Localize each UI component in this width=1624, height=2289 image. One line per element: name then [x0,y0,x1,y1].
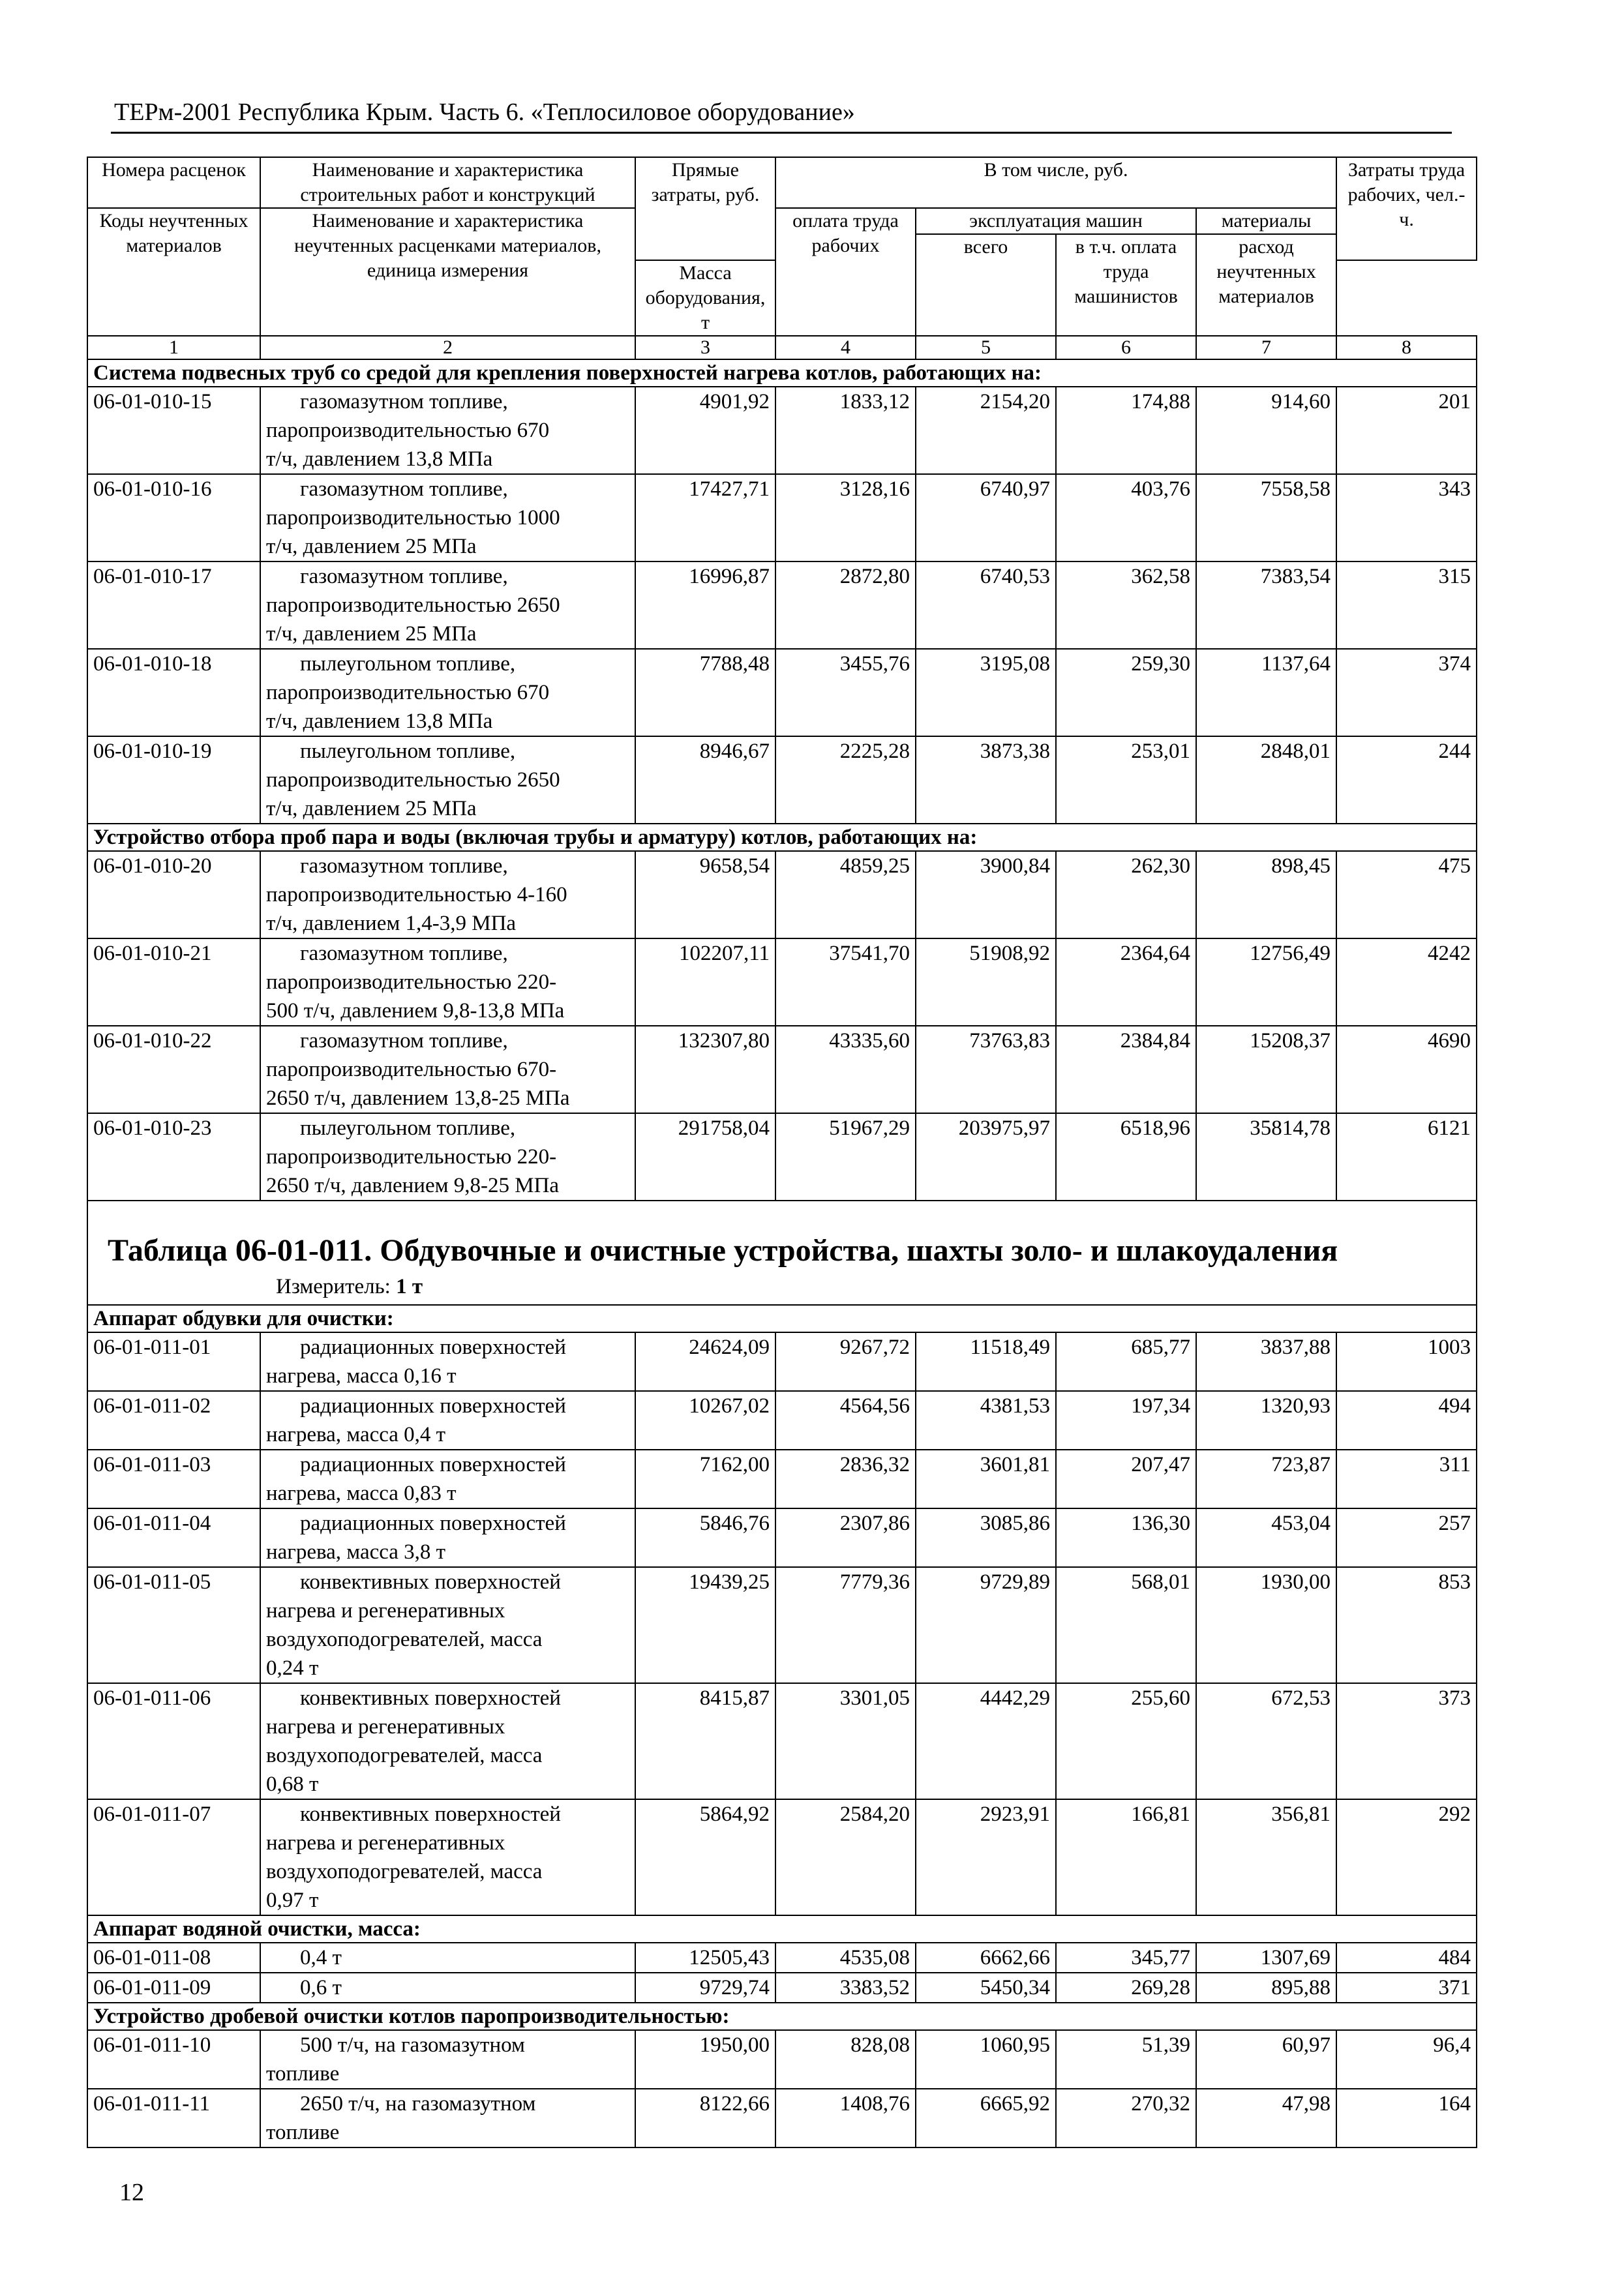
operator-pay-value: 362,58 [1056,561,1196,649]
worker-pay-value: 2225,28 [775,736,916,824]
machines-total-value: 1060,95 [916,2030,1056,2089]
table-row [87,851,1477,938]
description-line: 2650 т/ч, давлением 9,8-25 МПа [266,1174,560,1197]
materials-value: 723,87 [1196,1450,1336,1508]
rate-code: 06-01-011-05 [87,1567,260,1683]
description-line: воздухоподогревателей, масса [266,1860,543,1883]
description-line: радиационных поверхностей [300,1336,566,1359]
table-row [87,1799,1477,1915]
section-heading-row [87,2003,1477,2030]
section-heading: Устройство дробевой очистки котлов паропроизводительностью: [87,2003,1477,2030]
labor-costs-value: 201 [1336,387,1477,474]
rate-description [260,1683,635,1799]
table-title-row [87,1201,1477,1305]
operator-pay-value: 270,32 [1056,2089,1196,2147]
column-number: 4 [775,336,916,359]
operator-pay-value: 262,30 [1056,851,1196,938]
description-line: т/ч, давлением 13,8 МПа [266,710,493,733]
description-line: паропроизводительностью 2650 [266,768,560,792]
direct-costs-value: 132307,80 [635,1026,775,1113]
section-heading: Устройство отбора проб пара и воды (включая трубы и арматуру) котлов, работающих на: [87,824,1477,851]
direct-costs-value: 17427,71 [635,474,775,561]
worker-pay-value: 43335,60 [775,1026,916,1113]
rate-code: 06-01-011-07 [87,1799,260,1915]
table-row [87,561,1477,649]
rate-description [260,1026,635,1113]
labor-costs-value: 853 [1336,1567,1477,1683]
table-row [87,1973,1477,2003]
header-uncounted-materials: расход неучтенных материалов [1196,234,1336,336]
labor-costs-value: 6121 [1336,1113,1477,1201]
description-line: нагрева, масса 3,8 т [266,1540,446,1564]
machines-total-value: 4442,29 [916,1683,1056,1799]
labor-costs-value: 4242 [1336,938,1477,1026]
description-line: 0,68 т [266,1773,319,1796]
direct-costs-value: 4901,92 [635,387,775,474]
materials-value: 60,97 [1196,2030,1336,2089]
column-number: 7 [1196,336,1336,359]
rate-description [260,561,635,649]
materials-value: 12756,49 [1196,938,1336,1026]
description-line: топливе [266,2121,340,2144]
rate-description [260,1943,635,1973]
direct-costs-value: 10267,02 [635,1391,775,1450]
rate-description [260,1450,635,1508]
materials-value: 898,45 [1196,851,1336,938]
description-line: 0,24 т [266,1656,319,1680]
section-heading: Система подвесных труб со средой для крепления поверхностей нагрева котлов, работающих на: [87,359,1477,387]
machines-total-value: 3085,86 [916,1508,1056,1567]
rate-code: 06-01-011-08 [87,1943,260,1973]
section-heading: Аппарат обдувки для очистки: [87,1305,1477,1332]
description-line: 0,97 т [266,1889,319,1912]
table-row [87,2030,1477,2089]
labor-costs-value: 374 [1336,649,1477,736]
direct-costs-value: 12505,43 [635,1943,775,1973]
machines-total-value: 4381,53 [916,1391,1056,1450]
measure-value: 1 т [396,1275,423,1298]
rate-description [260,1973,635,2003]
materials-value: 1320,93 [1196,1391,1336,1450]
worker-pay-value: 4564,56 [775,1391,916,1450]
direct-costs-value: 9658,54 [635,851,775,938]
operator-pay-value: 174,88 [1056,387,1196,474]
materials-value: 35814,78 [1196,1113,1336,1201]
description-line: т/ч, давлением 25 МПа [266,797,477,820]
column-number: 8 [1336,336,1477,359]
direct-costs-value: 9729,74 [635,1973,775,2003]
table-row [87,1683,1477,1799]
rate-code: 06-01-011-03 [87,1450,260,1508]
machines-total-value: 2923,91 [916,1799,1056,1915]
worker-pay-value: 2584,20 [775,1799,916,1915]
materials-value: 15208,37 [1196,1026,1336,1113]
rate-description [260,1113,635,1201]
labor-costs-value: 244 [1336,736,1477,824]
machines-total-value: 11518,49 [916,1332,1056,1391]
machines-total-value: 9729,89 [916,1567,1056,1683]
price-table-body [87,157,1477,2147]
column-numbers-row [87,336,1477,359]
description-line: т/ч, давлением 25 МПа [266,535,477,558]
description-line: газомазутном топливе, [300,565,508,588]
labor-costs-value: 164 [1336,2089,1477,2147]
direct-costs-value: 24624,09 [635,1332,775,1391]
table-row [87,474,1477,561]
rate-description [260,938,635,1026]
operator-pay-value: 2364,64 [1056,938,1196,1026]
description-line: паропроизводительностью 2650 [266,593,560,617]
table-row [87,1391,1477,1450]
header-code-bottom: Коды неучтенных материалов [87,208,260,336]
rate-description [260,387,635,474]
operator-pay-value: 253,01 [1056,736,1196,824]
operator-pay-value: 269,28 [1056,1973,1196,2003]
description-line: нагрева, масса 0,16 т [266,1364,457,1388]
labor-costs-value: 494 [1336,1391,1477,1450]
direct-costs-value: 16996,87 [635,561,775,649]
rate-description [260,2030,635,2089]
measure-line [93,1270,1471,1304]
header-operator-pay: в т.ч. оплата труда машинистов [1056,234,1196,336]
description-line: паропроизводительностью 670 [266,419,550,442]
operator-pay-value: 136,30 [1056,1508,1196,1567]
description-line: т/ч, давлением 25 МПа [266,622,477,646]
direct-costs-value: 1950,00 [635,2030,775,2089]
description-line: 2650 т/ч, давлением 13,8-25 МПа [266,1086,570,1110]
operator-pay-value: 6518,96 [1056,1113,1196,1201]
direct-costs-value: 8415,87 [635,1683,775,1799]
description-line: пылеугольном топливе, [300,652,516,676]
description-line: воздухоподогревателей, масса [266,1744,543,1767]
direct-costs-value: 5846,76 [635,1508,775,1567]
section-heading: Аппарат водяной очистки, масса: [87,1915,1477,1943]
description-line: нагрева, масса 0,83 т [266,1482,457,1505]
machines-total-value: 3873,38 [916,736,1056,824]
column-number: 1 [87,336,260,359]
worker-pay-value: 4535,08 [775,1943,916,1973]
materials-value: 47,98 [1196,2089,1336,2147]
description-line: радиационных поверхностей [300,1394,566,1418]
rate-code: 06-01-010-21 [87,938,260,1026]
description-line: нагрева и регенеративных [266,1831,505,1855]
header-worker-pay: оплата труда рабочих [775,208,916,336]
description-line: паропроизводительностью 670- [266,1058,557,1081]
table-row [87,1026,1477,1113]
column-number: 3 [635,336,775,359]
description-line: нагрева и регенеративных [266,1599,505,1623]
worker-pay-value: 2872,80 [775,561,916,649]
rate-description [260,1391,635,1450]
section-heading-row [87,1915,1477,1943]
worker-pay-value: 1833,12 [775,387,916,474]
rate-description [260,649,635,736]
header-name-top: Наименование и характеристика строительных работ и конструкций [260,157,635,208]
column-number: 2 [260,336,635,359]
machines-total-value: 6665,92 [916,2089,1056,2147]
header-machines: эксплуатация машин [916,208,1196,234]
worker-pay-value: 51967,29 [775,1113,916,1201]
table-row [87,2089,1477,2147]
machines-total-value: 3195,08 [916,649,1056,736]
operator-pay-value: 568,01 [1056,1567,1196,1683]
direct-costs-value: 8946,67 [635,736,775,824]
rate-code: 06-01-011-04 [87,1508,260,1567]
worker-pay-value: 3301,05 [775,1683,916,1799]
rate-code: 06-01-011-02 [87,1391,260,1450]
rate-description [260,736,635,824]
description-line: конвективных поверхностей [300,1570,561,1594]
rate-code: 06-01-011-09 [87,1973,260,2003]
direct-costs-value: 7162,00 [635,1450,775,1508]
rate-code: 06-01-010-19 [87,736,260,824]
rate-description [260,851,635,938]
description-line: т/ч, давлением 13,8 МПа [266,447,493,471]
description-line: 500 т/ч, на газомазутном [300,2033,525,2057]
materials-value: 7383,54 [1196,561,1336,649]
description-line: топливе [266,2062,340,2086]
operator-pay-value: 51,39 [1056,2030,1196,2089]
worker-pay-value: 9267,72 [775,1332,916,1391]
description-line: радиационных поверхностей [300,1512,566,1535]
machines-total-value: 6662,66 [916,1943,1056,1973]
machines-total-value: 6740,53 [916,561,1056,649]
description-line: 500 т/ч, давлением 9,8-13,8 МПа [266,999,565,1023]
table-row [87,1450,1477,1508]
labor-costs-value: 311 [1336,1450,1477,1508]
direct-costs-value: 8122,66 [635,2089,775,2147]
worker-pay-value: 3128,16 [775,474,916,561]
labor-costs-value: 96,4 [1336,2030,1477,2089]
operator-pay-value: 685,77 [1056,1332,1196,1391]
header-machines-total: всего [916,234,1056,336]
materials-value: 895,88 [1196,1973,1336,2003]
labor-costs-value: 475 [1336,851,1477,938]
operator-pay-value: 197,34 [1056,1391,1196,1450]
column-number: 6 [1056,336,1196,359]
worker-pay-value: 37541,70 [775,938,916,1026]
operator-pay-value: 207,47 [1056,1450,1196,1508]
rate-code: 06-01-010-17 [87,561,260,649]
description-line: паропроизводительностью 670 [266,681,550,704]
machines-total-value: 3601,81 [916,1450,1056,1508]
machines-total-value: 203975,97 [916,1113,1056,1201]
section-heading-row [87,1305,1477,1332]
rate-code: 06-01-010-20 [87,851,260,938]
document-header-title: ТЕРм-2001 Республика Крым. Часть 6. «Теплосиловое оборудование» [114,98,855,126]
description-line: паропроизводительностью 1000 [266,506,560,530]
direct-costs-value: 19439,25 [635,1567,775,1683]
operator-pay-value: 255,60 [1056,1683,1196,1799]
worker-pay-value: 1408,76 [775,2089,916,2147]
description-line: конвективных поверхностей [300,1803,561,1826]
rate-code: 06-01-010-22 [87,1026,260,1113]
direct-costs-value: 102207,11 [635,938,775,1026]
rate-code: 06-01-011-01 [87,1332,260,1391]
table-row [87,938,1477,1026]
materials-value: 1137,64 [1196,649,1336,736]
table-title-cell [87,1201,1477,1305]
description-line: паропроизводительностью 220- [266,970,557,994]
description-line: газомазутном топливе, [300,477,508,501]
header-direct-costs: Прямые затраты, руб. [635,157,775,260]
machines-total-value: 51908,92 [916,938,1056,1026]
operator-pay-value: 2384,84 [1056,1026,1196,1113]
rate-code: 06-01-011-06 [87,1683,260,1799]
rate-description [260,1799,635,1915]
description-line: паропроизводительностью 220- [266,1145,557,1169]
operator-pay-value: 403,76 [1056,474,1196,561]
rate-description [260,2089,635,2147]
direct-costs-value: 7788,48 [635,649,775,736]
machines-total-value: 5450,34 [916,1973,1056,2003]
table-row [87,1567,1477,1683]
description-line: воздухоподогревателей, масса [266,1628,543,1651]
machines-total-value: 2154,20 [916,387,1056,474]
rate-code: 06-01-011-10 [87,2030,260,2089]
description-line: газомазутном топливе, [300,854,508,878]
header-equipment-mass: Масса оборудования, т [635,260,775,336]
labor-costs-value: 4690 [1336,1026,1477,1113]
header-materials: материалы [1196,208,1336,234]
operator-pay-value: 259,30 [1056,649,1196,736]
operator-pay-value: 345,77 [1056,1943,1196,1973]
description-line: 2650 т/ч, на газомазутном [300,2092,536,2116]
rate-description [260,1332,635,1391]
worker-pay-value: 7779,36 [775,1567,916,1683]
worker-pay-value: 3383,52 [775,1973,916,2003]
table-row [87,1332,1477,1391]
price-table-container [87,157,1476,2148]
table-row [87,1113,1477,1201]
description-line: газомазутном топливе, [300,1029,508,1053]
materials-value: 356,81 [1196,1799,1336,1915]
table-row [87,1943,1477,1973]
materials-value: 2848,01 [1196,736,1336,824]
rate-description [260,1508,635,1567]
price-table [87,157,1477,2148]
worker-pay-value: 2836,32 [775,1450,916,1508]
description-line: паропроизводительностью 4-160 [266,883,567,906]
section-heading-row [87,824,1477,851]
rate-code: 06-01-010-18 [87,649,260,736]
column-number: 5 [916,336,1056,359]
header-labor-costs: Затраты труда рабочих, чел.-ч. [1336,157,1477,260]
labor-costs-value: 257 [1336,1508,1477,1567]
materials-value: 453,04 [1196,1508,1336,1567]
materials-value: 7558,58 [1196,474,1336,561]
materials-value: 1307,69 [1196,1943,1336,1973]
direct-costs-value: 5864,92 [635,1799,775,1915]
description-line: радиационных поверхностей [300,1453,566,1476]
labor-costs-value: 315 [1336,561,1477,649]
worker-pay-value: 4859,25 [775,851,916,938]
header-divider [111,132,1452,134]
measure-label: Измеритель: [276,1275,391,1298]
section-heading-row [87,359,1477,387]
header-code-top: Номера расценок [87,157,260,208]
description-line: конвективных поверхностей [300,1686,561,1710]
labor-costs-value: 484 [1336,1943,1477,1973]
labor-costs-value: 371 [1336,1973,1477,2003]
rate-description [260,474,635,561]
description-line: нагрева и регенеративных [266,1715,505,1739]
labor-costs-value: 292 [1336,1799,1477,1915]
rate-description [260,1567,635,1683]
description-line: пылеугольном топливе, [300,740,516,763]
description-line: 0,4 т [300,1946,342,1969]
description-line: пылеугольном топливе, [300,1116,516,1140]
worker-pay-value: 3455,76 [775,649,916,736]
table-row [87,1508,1477,1567]
description-line: газомазутном топливе, [300,942,508,965]
materials-value: 3837,88 [1196,1332,1336,1391]
table-row [87,387,1477,474]
table-title: Таблица 06-01-011. Обдувочные и очистные устройства, шахты золо- и шлакоудаления [108,1233,1338,1268]
direct-costs-value: 291758,04 [635,1113,775,1201]
description-line: нагрева, масса 0,4 т [266,1423,446,1446]
description-line: газомазутном топливе, [300,390,508,413]
machines-total-value: 73763,83 [916,1026,1056,1113]
worker-pay-value: 828,08 [775,2030,916,2089]
machines-total-value: 3900,84 [916,851,1056,938]
table-row [87,649,1477,736]
rate-code: 06-01-011-11 [87,2089,260,2147]
rate-code: 06-01-010-16 [87,474,260,561]
materials-value: 914,60 [1196,387,1336,474]
labor-costs-value: 343 [1336,474,1477,561]
description-line: т/ч, давлением 1,4-3,9 МПа [266,912,517,935]
worker-pay-value: 2307,86 [775,1508,916,1567]
description-line: 0,6 т [300,1976,342,1999]
operator-pay-value: 166,81 [1056,1799,1196,1915]
table-row [87,736,1477,824]
labor-costs-value: 1003 [1336,1332,1477,1391]
materials-value: 672,53 [1196,1683,1336,1799]
header-name-bottom: Наименование и характеристика неучтенных расценками материалов, единица измерения [260,208,635,336]
machines-total-value: 6740,97 [916,474,1056,561]
labor-costs-value: 373 [1336,1683,1477,1799]
page-number: 12 [119,2179,144,2206]
rate-code: 06-01-010-23 [87,1113,260,1201]
materials-value: 1930,00 [1196,1567,1336,1683]
header-including-group: В том числе, руб. [775,157,1336,208]
rate-code: 06-01-010-15 [87,387,260,474]
